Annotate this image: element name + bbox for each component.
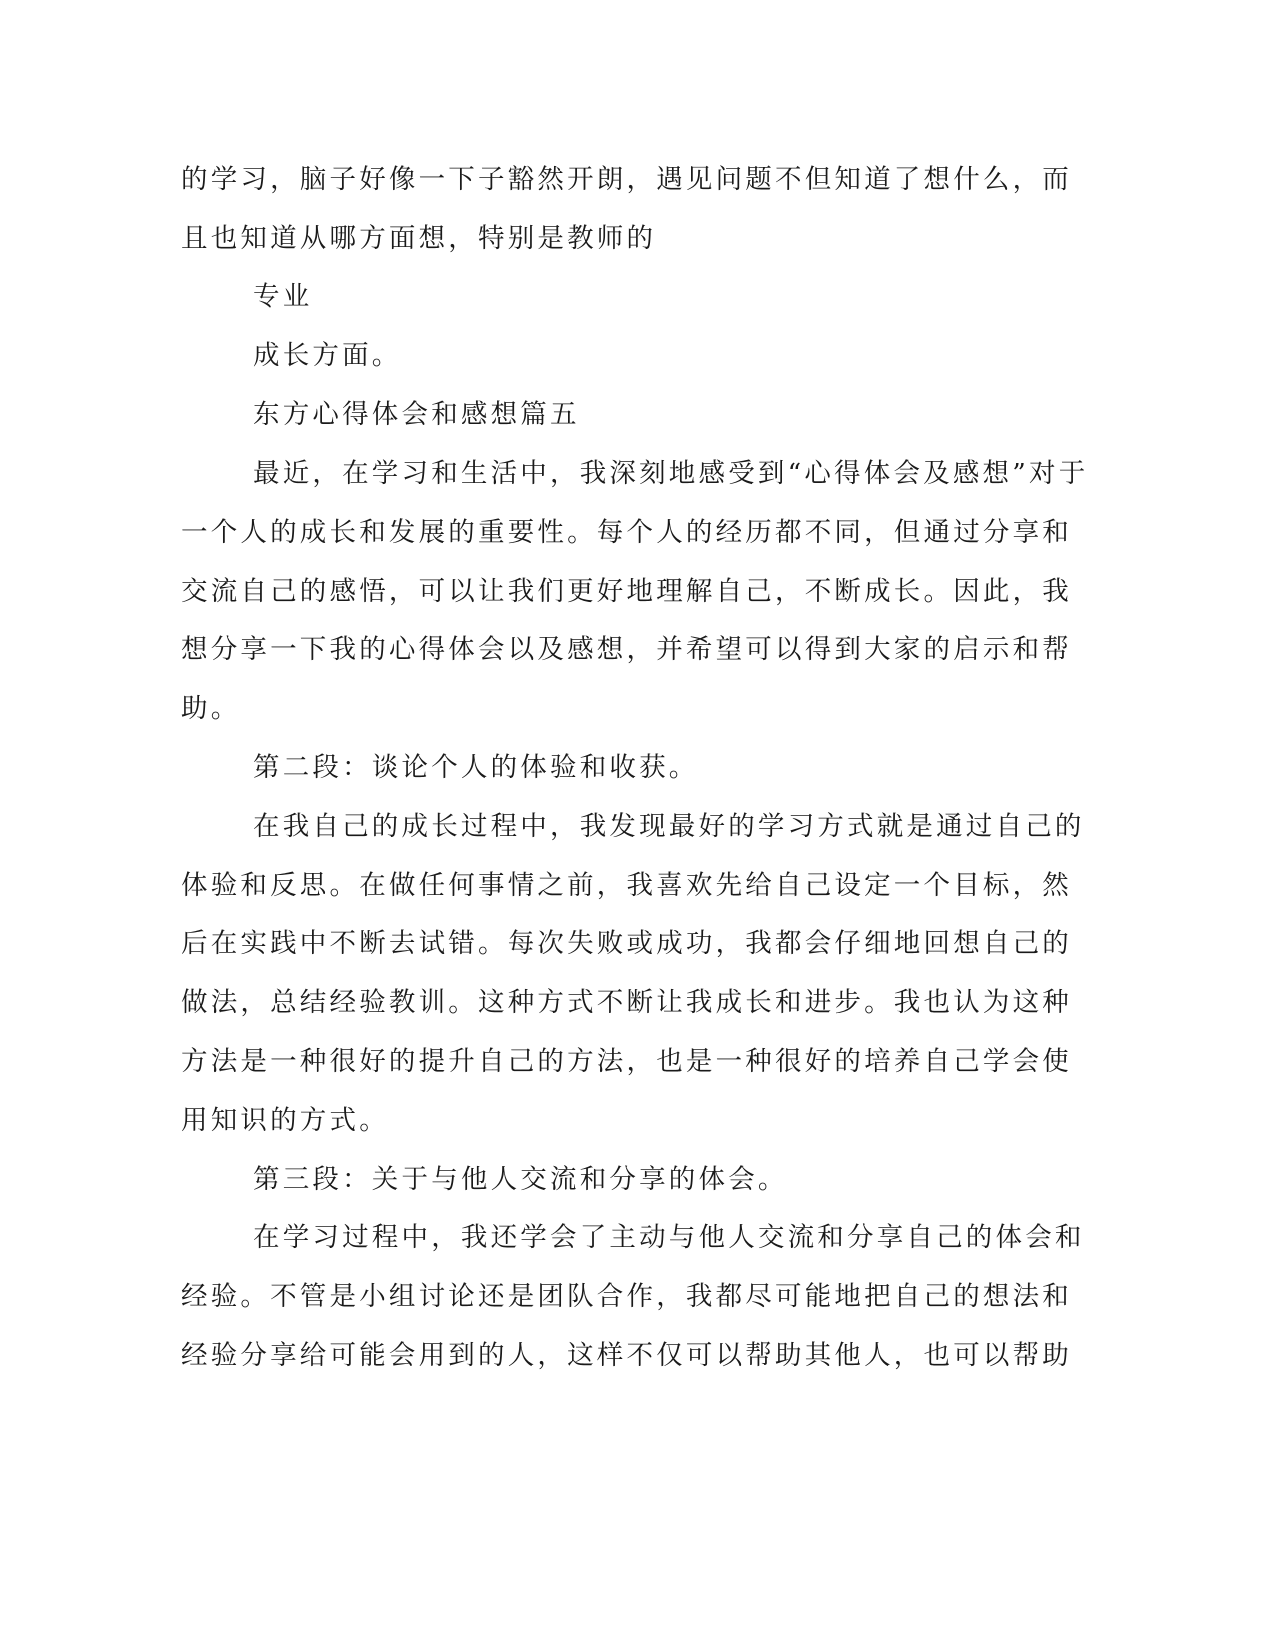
- section-heading: 第二段：谈论个人的体验和收获。: [253, 752, 699, 783]
- text-line: 经验分享给可能会用到的人，这样不仅可以帮助其他人，也可以帮助: [181, 1340, 1072, 1371]
- text-line: 用知识的方式。: [181, 1105, 389, 1136]
- text-line: 在我自己的成长过程中，我发现最好的学习方式就是通过自己的: [253, 811, 1085, 842]
- text-line: 在学习过程中，我还学会了主动与他人交流和分享自己的体会和: [253, 1222, 1085, 1253]
- text-line: 后在实践中不断去试错。每次失败或成功，我都会仔细地回想自己的: [181, 928, 1072, 959]
- text-line: 且也知道从哪方面想，特别是教师的: [181, 223, 657, 254]
- text-line: 专业: [253, 281, 313, 312]
- text-line: 成长方面。: [253, 340, 402, 371]
- text-line: 一个人的成长和发展的重要性。每个人的经历都不同，但通过分享和: [181, 517, 1072, 548]
- text-line: 体验和反思。在做任何事情之前，我喜欢先给自己设定一个目标，然: [181, 870, 1072, 901]
- text-line: 做法，总结经验教训。这种方式不断让我成长和进步。我也认为这种: [181, 987, 1072, 1018]
- text-line: 经验。不管是小组讨论还是团队合作，我都尽可能地把自己的想法和: [181, 1281, 1072, 1312]
- text-line: 方法是一种很好的提升自己的方法，也是一种很好的培养自己学会使: [181, 1046, 1072, 1077]
- text-line: 想分享一下我的心得体会以及感想，并希望可以得到大家的启示和帮: [181, 634, 1072, 665]
- text-line: 的学习，脑子好像一下子豁然开朗，遇见问题不但知道了想什么，而: [181, 164, 1072, 195]
- text-line: 助。: [181, 693, 241, 724]
- section-heading: 第三段：关于与他人交流和分享的体会。: [253, 1164, 788, 1195]
- text-line: 交流自己的感悟，可以让我们更好地理解自己，不断成长。因此，我: [181, 576, 1072, 607]
- section-heading: 东方心得体会和感想篇五: [253, 399, 580, 430]
- text-line: 最近，在学习和生活中，我深刻地感受到“心得体会及感想”对于: [253, 458, 1089, 489]
